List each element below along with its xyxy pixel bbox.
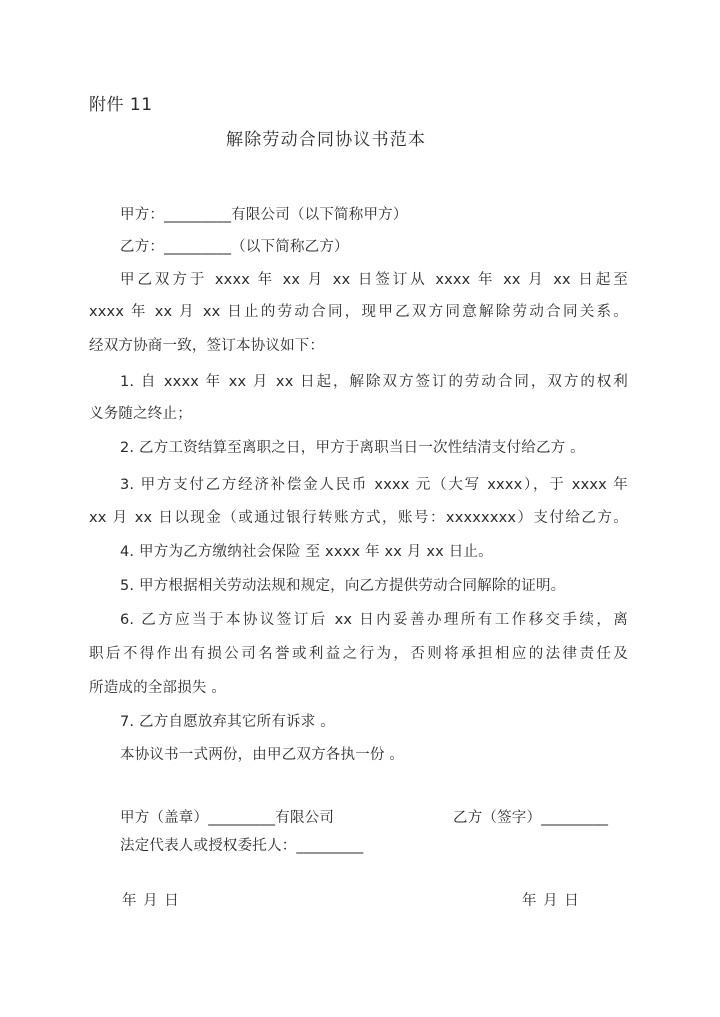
- party-b-signature-line: 乙方（签字）_________: [453, 810, 609, 826]
- clause-1-line-2: 义务随之终止；: [89, 406, 192, 422]
- legal-representative-line: 法定代表人或授权委托人：_________: [120, 838, 364, 854]
- party-a-seal-line: 甲方（盖章）_________有限公司: [120, 810, 335, 826]
- clause-6-line-1: 6. 乙方应当于本协议签订后 xx 日内妥善办理所有工作移交手续，离: [120, 612, 628, 628]
- clause-6-line-3: 所造成的全部损失 。: [89, 680, 227, 696]
- copies-statement: 本协议书一式两份，由甲乙双方各执一份 。: [120, 747, 405, 763]
- clause-3-line-2: xx 月 xx 日以现金（或通过银行转账方式，账号：xxxxxxxx）支付给乙方。: [89, 510, 628, 526]
- party-a-date: 年 月 日: [122, 893, 180, 909]
- attachment-label: 附件 11: [89, 95, 153, 115]
- clause-2: 2. 乙方工资结算至离职之日，甲方于离职当日一次性结清支付给乙方 。: [120, 440, 585, 456]
- clause-1-line-1: 1. 自 xxxx 年 xx 月 xx 日起，解除双方签订的劳动合同，双方的权利: [120, 374, 628, 390]
- document-title: 解除劳动合同协议书范本: [226, 130, 427, 150]
- clause-5: 5. 甲方根据相关劳动法规和规定，向乙方提供劳动合同解除的证明。: [120, 578, 566, 594]
- clause-3-line-1: 3. 甲方支付乙方经济补偿金人民币 xxxx 元（大写 xxxx），于 xxxx 年: [120, 477, 628, 493]
- intro-line-2: xxxx 年 xx 月 xx 日止的劳动合同，现甲乙双方同意解除劳动合同关系。: [89, 304, 628, 320]
- party-a-line: 甲方：_________有限公司（以下简称甲方）: [120, 207, 408, 223]
- intro-line-3: 经双方协商一致，签订本协议如下：: [89, 338, 325, 354]
- clause-7: 7. 乙方自愿放弃其它所有诉求 。: [120, 714, 335, 730]
- clause-6-line-2: 职后不得作出有损公司名誉或利益之行为，否则将承担相应的法律责任及: [89, 646, 628, 662]
- party-b-line: 乙方：_________（以下简称乙方）: [120, 239, 349, 255]
- clause-4: 4. 甲方为乙方缴纳社会保险 至 xxxx 年 xx 月 xx 日止。: [120, 544, 493, 560]
- party-b-date: 年 月 日: [522, 893, 580, 909]
- intro-line-1: 甲乙双方于 xxxx 年 xx 月 xx 日签订从 xxxx 年 xx 月 xx 日起至: [120, 272, 628, 288]
